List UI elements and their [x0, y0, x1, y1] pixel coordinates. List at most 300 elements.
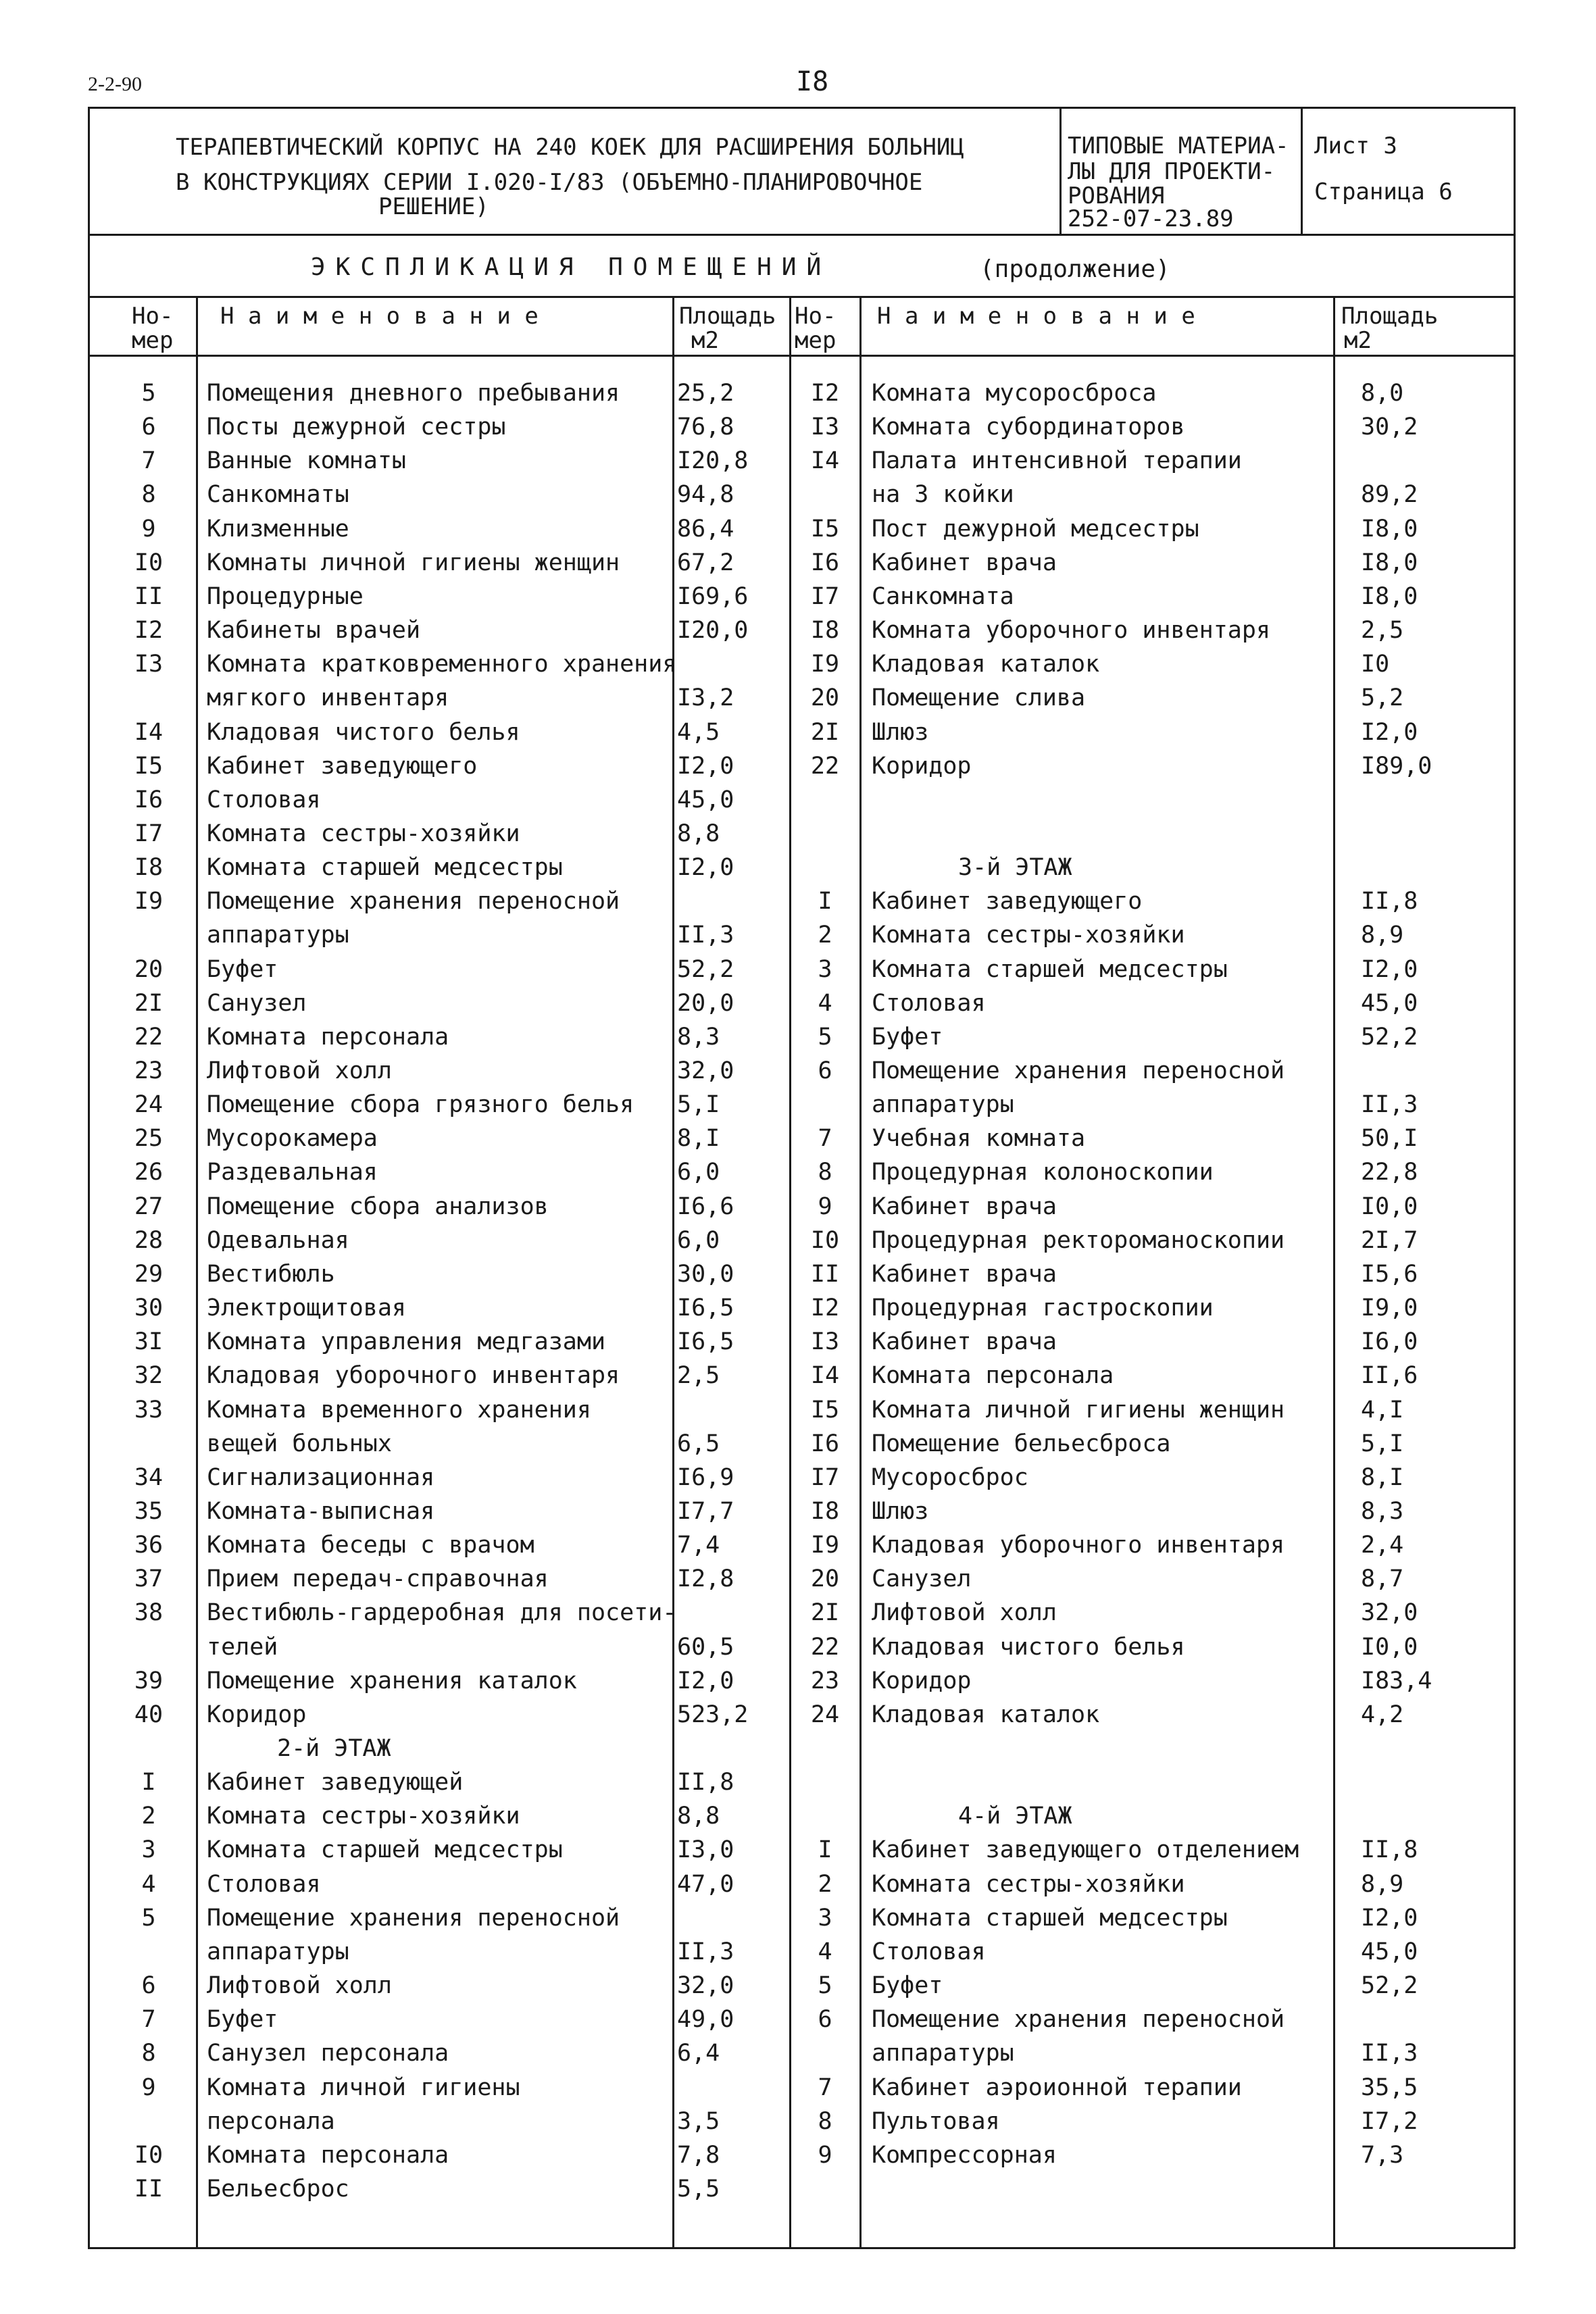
room-area: 22,8: [1361, 1159, 1418, 1186]
title-line-2: В КОНСТРУКЦИЯХ СЕРИИ I.020-I/83 (ОБЪЕМНО-ПЛАНИРОВОЧНОЕ: [176, 169, 923, 196]
floor-heading: 3-й ЭТАЖ: [958, 854, 1072, 881]
room-area: II,3: [1361, 2040, 1418, 2067]
room-number: 5: [818, 1972, 832, 1999]
room-number: 2: [141, 1803, 156, 1830]
header-area-line-2: м2: [1344, 327, 1372, 354]
room-area: II,8: [677, 1769, 734, 1796]
room-area: 32,0: [1361, 1599, 1418, 1626]
room-number: 7: [141, 447, 156, 474]
room-area: I7,7: [677, 1498, 734, 1525]
room-number: I0: [134, 2142, 164, 2169]
room-area: I2,0: [677, 753, 734, 780]
room-area: 5,I: [677, 1091, 720, 1118]
room-name: Комната управления медгазами: [207, 1328, 606, 1355]
room-number: I5: [134, 753, 164, 780]
room-area: I5,6: [1361, 1261, 1418, 1288]
room-number: 9: [818, 1193, 832, 1220]
room-number: 28: [134, 1227, 164, 1254]
room-name: Кладовая чистого белья: [207, 719, 520, 746]
room-area: 6,5: [677, 1430, 720, 1457]
room-area: 94,8: [677, 481, 734, 508]
room-name: Комната временного хранения: [207, 1397, 591, 1424]
room-name: Комната личной гигиены женщин: [872, 1397, 1285, 1424]
room-area: 20,0: [677, 990, 734, 1017]
header-area-line-1: Площадь: [1341, 303, 1439, 330]
room-area: 7,8: [677, 2142, 720, 2169]
room-number: I9: [810, 1532, 840, 1559]
room-number: I: [818, 1836, 832, 1863]
room-area: I9,0: [1361, 1294, 1418, 1322]
room-number: 3I: [134, 1328, 164, 1355]
room-area: I2,0: [1361, 956, 1418, 983]
room-area: 45,0: [677, 786, 734, 813]
room-area: I0: [1361, 651, 1390, 678]
room-number: I0: [134, 549, 164, 576]
room-area: 49,0: [677, 2006, 734, 2033]
room-area: II,8: [1361, 888, 1418, 915]
room-name: Комната персонала: [207, 1024, 449, 1051]
room-name: Процедурная колоноскопии: [872, 1159, 1214, 1186]
series-line-2: ЛЫ ДЛЯ ПРОЕКТИ-: [1068, 158, 1276, 185]
room-name: Буфет: [872, 1972, 943, 1999]
room-name: Кабинет врача: [872, 1328, 1057, 1355]
room-number: I: [818, 888, 832, 915]
room-area: 7,4: [677, 1532, 720, 1559]
room-area: II,3: [1361, 1091, 1418, 1118]
room-area: 52,2: [1361, 1972, 1418, 1999]
room-number: 2I: [134, 990, 164, 1017]
room-name: Посты дежурной сестры: [207, 413, 506, 441]
room-number: 27: [134, 1193, 164, 1220]
room-number: I7: [810, 583, 840, 610]
room-area: II,6: [1361, 1362, 1418, 1389]
room-area: 7,3: [1361, 2142, 1404, 2169]
room-number: 2: [818, 1871, 832, 1898]
room-area: 6,0: [677, 1159, 720, 1186]
room-number: 2: [818, 922, 832, 949]
room-number: 24: [810, 1701, 840, 1728]
room-number: 3: [818, 1905, 832, 1932]
room-number: 37: [134, 1565, 164, 1592]
room-name: Комната-выписная: [207, 1498, 435, 1525]
room-name: Вестибюль: [207, 1261, 335, 1288]
room-area: I6,5: [677, 1328, 734, 1355]
room-name: Кладовая каталок: [872, 1701, 1100, 1728]
room-number: I5: [810, 1397, 840, 1424]
room-area: I2,0: [677, 854, 734, 881]
room-name: аппаратуры: [207, 922, 349, 949]
room-name: Комната персонала: [872, 1362, 1114, 1389]
room-name: Шлюз: [872, 1498, 929, 1525]
room-name: мягкого инвентаря: [207, 684, 449, 711]
room-area: 47,0: [677, 1871, 734, 1898]
header-number-line-1: Но-: [132, 303, 174, 330]
room-name: Санузел: [207, 990, 307, 1017]
room-name: Комната кратковременного хранения: [207, 651, 677, 678]
room-name: Помещение сбора грязного белья: [207, 1091, 634, 1118]
room-area: 5,I: [1361, 1430, 1404, 1457]
title-line-3: РЕШЕНИЕ): [378, 193, 489, 220]
room-number: 7: [141, 2006, 156, 2033]
room-number: 23: [810, 1667, 840, 1694]
room-name: Комната сестры-хозяйки: [207, 1803, 520, 1830]
header-area-line-1: Площадь: [679, 303, 776, 330]
series-code: 252-07-23.89: [1068, 205, 1234, 232]
room-number: 26: [134, 1159, 164, 1186]
sheet-label: Лист 3: [1314, 132, 1397, 159]
header-area-right: [1341, 303, 1438, 354]
room-number: 2I: [810, 719, 840, 746]
room-number: 5: [141, 380, 156, 407]
room-area: 2,5: [1361, 617, 1404, 644]
room-number: 5: [818, 1024, 832, 1051]
room-name: телей: [207, 1634, 278, 1661]
room-area: 2,5: [677, 1362, 720, 1389]
room-number: I9: [810, 651, 840, 678]
room-name: Ванные комнаты: [207, 447, 407, 474]
header-number-line-1: Но-: [795, 303, 837, 330]
room-area: I2,0: [1361, 1905, 1418, 1932]
room-number: 8: [818, 2108, 832, 2135]
room-name: Вестибюль-гардеробная для посети-: [207, 1599, 677, 1626]
room-number: 24: [134, 1091, 164, 1118]
room-name: Бельесброс: [207, 2175, 349, 2203]
room-area: 2I,7: [1361, 1227, 1418, 1254]
room-area: I2,0: [677, 1667, 734, 1694]
room-name: Комната личной гигиены: [207, 2074, 520, 2101]
room-number: 4: [818, 990, 832, 1017]
room-number: I4: [810, 447, 840, 474]
room-name: Кабинет врача: [872, 1261, 1057, 1288]
room-name: Раздевальная: [207, 1159, 378, 1186]
room-area: 45,0: [1361, 1938, 1418, 1965]
room-name: Процедурная гастроскопии: [872, 1294, 1214, 1322]
room-area: 86,4: [677, 515, 734, 543]
room-name: на 3 койки: [872, 481, 1014, 508]
room-area: 30,0: [677, 1261, 734, 1288]
room-number: I9: [134, 888, 164, 915]
room-name: Комната старшей медсестры: [207, 1836, 563, 1863]
room-name: Помещение хранения каталок: [207, 1667, 577, 1694]
room-name: Учебная комната: [872, 1125, 1086, 1152]
room-area: I69,6: [677, 583, 749, 610]
room-area: 8,3: [1361, 1498, 1404, 1525]
table-caption-note: (продолжение): [980, 255, 1170, 283]
room-area: 60,5: [677, 1634, 734, 1661]
room-area: 52,2: [1361, 1024, 1418, 1051]
room-number: I3: [134, 651, 164, 678]
room-area: 52,2: [677, 956, 734, 983]
room-name: Помещение хранения переносной: [872, 2006, 1285, 2033]
room-name: Буфет: [207, 956, 278, 983]
header-number-right: [795, 303, 836, 354]
room-area: I8,0: [1361, 515, 1418, 543]
room-name: Помещение бельесброса: [872, 1430, 1171, 1457]
room-name: Пультовая: [872, 2108, 1000, 2135]
room-name: Комната старшей медсестры: [872, 956, 1228, 983]
room-name: Процедурные: [207, 583, 364, 610]
room-name: Кладовая каталок: [872, 651, 1100, 678]
title-line-1: ТЕРАПЕВТИЧЕСКИЙ КОРПУС НА 240 КОЕК ДЛЯ РАСШИРЕНИЯ БОЛЬНИЦ: [176, 134, 964, 161]
room-number: 5: [141, 1905, 156, 1932]
room-area: I3,0: [677, 1836, 734, 1863]
room-area: 4,2: [1361, 1701, 1404, 1728]
room-number: 36: [134, 1532, 164, 1559]
room-name: Кабинет врача: [872, 549, 1057, 576]
header-number-left: [132, 303, 173, 354]
room-number: 9: [141, 515, 156, 543]
room-number: I4: [810, 1362, 840, 1389]
room-area: I6,5: [677, 1294, 734, 1322]
room-name: Санкомната: [872, 583, 1014, 610]
room-area: 4,5: [677, 719, 720, 746]
room-name: Клизменные: [207, 515, 349, 543]
room-area: I2,8: [677, 1565, 734, 1592]
header-name-left: Н а и м е н о в а н и е: [220, 303, 539, 330]
room-name: Столовая: [872, 990, 986, 1017]
room-name: Помещение хранения переносной: [207, 888, 620, 915]
room-area: I20,8: [677, 447, 749, 474]
room-number: 34: [134, 1464, 164, 1491]
room-area: I83,4: [1361, 1667, 1432, 1694]
room-name: Кладовая уборочного инвентаря: [872, 1532, 1285, 1559]
room-number: I2: [134, 617, 164, 644]
room-number: 20: [810, 1565, 840, 1592]
room-name: Шлюз: [872, 719, 929, 746]
series-line-3: РОВАНИЯ: [1068, 182, 1165, 209]
room-number: 8: [141, 481, 156, 508]
header-area-left: [679, 303, 776, 354]
room-number: 7: [818, 1125, 832, 1152]
room-area: 67,2: [677, 549, 734, 576]
room-number: I7: [134, 820, 164, 847]
room-name: Комната субординаторов: [872, 413, 1185, 441]
room-area: I3,2: [677, 684, 734, 711]
room-number: 38: [134, 1599, 164, 1626]
room-number: 22: [810, 1634, 840, 1661]
header-name-right: Н а и м е н о в а н и е: [877, 303, 1195, 330]
room-name: аппаратуры: [872, 1091, 1014, 1118]
room-name: Мусорокамера: [207, 1125, 378, 1152]
room-name: Санузел персонала: [207, 2040, 449, 2067]
room-area: I8,0: [1361, 583, 1418, 610]
room-name: Комната сестры-хозяйки: [872, 1871, 1185, 1898]
room-name: Комната сестры-хозяйки: [872, 922, 1185, 949]
room-area: 8,0: [1361, 380, 1404, 407]
room-name: Лифтовой холл: [207, 1057, 392, 1084]
room-number: I8: [134, 854, 164, 881]
table-caption: ЭКСПЛИКАЦИЯ ПОМЕЩЕНИЙ: [311, 253, 832, 281]
room-number: I: [141, 1769, 156, 1796]
room-name: Мусоросброс: [872, 1464, 1028, 1491]
floor-heading: 4-й ЭТАЖ: [958, 1803, 1072, 1830]
room-area: 5,2: [1361, 684, 1404, 711]
room-area: 8,I: [1361, 1464, 1404, 1491]
room-area: 8,I: [677, 1125, 720, 1152]
room-area: 50,I: [1361, 1125, 1418, 1152]
room-number: 4: [818, 1938, 832, 1965]
room-name: Коридор: [872, 753, 972, 780]
series-line-1: ТИПОВЫЕ МАТЕРИА-: [1068, 132, 1289, 159]
room-name: Буфет: [207, 2006, 278, 2033]
room-number: 6: [818, 2006, 832, 2033]
room-area: II,8: [1361, 1836, 1418, 1863]
room-number: 9: [141, 2074, 156, 2101]
room-area: 8,8: [677, 1803, 720, 1830]
room-name: Комната уборочного инвентаря: [872, 617, 1271, 644]
document-code: 2-2-90: [88, 73, 142, 95]
room-number: I7: [810, 1464, 840, 1491]
room-name: Комната сестры-хозяйки: [207, 820, 520, 847]
room-area: 76,8: [677, 413, 734, 441]
room-area: 5,5: [677, 2175, 720, 2203]
room-number: 25: [134, 1125, 164, 1152]
room-name: Кабинет заведующей: [207, 1769, 464, 1796]
room-number: 23: [134, 1057, 164, 1084]
room-name: Помещение хранения переносной: [872, 1057, 1285, 1084]
room-name: Столовая: [207, 1871, 321, 1898]
room-area: 523,2: [677, 1701, 749, 1728]
room-number: 30: [134, 1294, 164, 1322]
room-number: 40: [134, 1701, 164, 1728]
floor-heading: 2-й ЭТАЖ: [277, 1735, 391, 1762]
room-number: II: [134, 2175, 164, 2203]
room-number: 8: [818, 1159, 832, 1186]
room-name: Кабинет заведующего: [872, 888, 1143, 915]
room-area: I6,6: [677, 1193, 734, 1220]
room-number: 6: [141, 1972, 156, 1999]
room-name: Помещение хранения переносной: [207, 1905, 620, 1932]
room-name: Кабинет заведующего: [207, 753, 478, 780]
page-label: Страница 6: [1314, 178, 1453, 205]
room-number: I5: [810, 515, 840, 543]
room-number: 4: [141, 1871, 156, 1898]
room-name: Столовая: [872, 1938, 986, 1965]
room-area: I89,0: [1361, 753, 1432, 780]
room-area: 8,9: [1361, 922, 1404, 949]
room-number: II: [810, 1261, 840, 1288]
room-area: 45,0: [1361, 990, 1418, 1017]
room-name: Кладовая уборочного инвентаря: [207, 1362, 620, 1389]
room-area: I20,0: [677, 617, 749, 644]
room-area: II,3: [677, 1938, 734, 1965]
room-name: Палата интенсивной терапии: [872, 447, 1242, 474]
room-area: I2,0: [1361, 719, 1418, 746]
room-name: Коридор: [207, 1701, 307, 1728]
room-area: 2,4: [1361, 1532, 1404, 1559]
room-number: I0: [810, 1227, 840, 1254]
room-number: 2I: [810, 1599, 840, 1626]
room-name: Санкомнаты: [207, 481, 349, 508]
room-name: Пост дежурной медсестры: [872, 515, 1199, 543]
room-name: Процедурная ректороманоскопии: [872, 1227, 1285, 1254]
room-name: Санузел: [872, 1565, 972, 1592]
header-number-line-2: мер: [132, 327, 174, 354]
room-number: 20: [134, 956, 164, 983]
header-number-line-2: мер: [795, 327, 837, 354]
room-name: Комнаты личной гигиены женщин: [207, 549, 620, 576]
room-area: I8,0: [1361, 549, 1418, 576]
room-area: 4,I: [1361, 1397, 1404, 1424]
room-area: I7,2: [1361, 2108, 1418, 2135]
room-number: 3: [141, 1836, 156, 1863]
room-number: 9: [818, 2142, 832, 2169]
room-area: 32,0: [677, 1972, 734, 1999]
room-number: 35: [134, 1498, 164, 1525]
room-number: 32: [134, 1362, 164, 1389]
header-area-line-2: м2: [691, 327, 719, 354]
page-number: I8: [796, 66, 829, 97]
room-number: 22: [134, 1024, 164, 1051]
room-name: Помещения дневного пребывания: [207, 380, 620, 407]
room-name: Прием передач-справочная: [207, 1565, 549, 1592]
room-name: Комната беседы с врачом: [207, 1532, 534, 1559]
room-number: I6: [810, 1430, 840, 1457]
room-name: Комната старшей медсестры: [207, 854, 563, 881]
room-name: аппаратуры: [207, 1938, 349, 1965]
room-area: I6,9: [677, 1464, 734, 1491]
room-area: 8,7: [1361, 1565, 1404, 1592]
room-area: 6,0: [677, 1227, 720, 1254]
room-area: 8,9: [1361, 1871, 1404, 1898]
room-number: 39: [134, 1667, 164, 1694]
room-name: Комната мусоросброса: [872, 380, 1157, 407]
room-name: Кабинеты врачей: [207, 617, 421, 644]
room-name: персонала: [207, 2108, 335, 2135]
room-area: 32,0: [677, 1057, 734, 1084]
room-number: I2: [810, 1294, 840, 1322]
room-name: Сигнализационная: [207, 1464, 435, 1491]
room-name: Кладовая чистого белья: [872, 1634, 1185, 1661]
room-area: I0,0: [1361, 1193, 1418, 1220]
room-number: I3: [810, 1328, 840, 1355]
room-number: I8: [810, 1498, 840, 1525]
room-number: 3: [818, 956, 832, 983]
room-name: Кабинет врача: [872, 1193, 1057, 1220]
room-name: Кабинет аэроионной терапии: [872, 2074, 1242, 2101]
room-number: 20: [810, 684, 840, 711]
room-name: Одевальная: [207, 1227, 349, 1254]
room-name: Компрессорная: [872, 2142, 1057, 2169]
room-name: Комната старшей медсестры: [872, 1905, 1228, 1932]
room-area: II,3: [677, 922, 734, 949]
room-area: 8,8: [677, 820, 720, 847]
room-name: Буфет: [872, 1024, 943, 1051]
room-name: Комната персонала: [207, 2142, 449, 2169]
room-area: 25,2: [677, 380, 734, 407]
room-number: 8: [141, 2040, 156, 2067]
room-area: 6,4: [677, 2040, 720, 2067]
room-number: 6: [818, 1057, 832, 1084]
room-name: Лифтовой холл: [207, 1972, 392, 1999]
room-name: Столовая: [207, 786, 321, 813]
room-name: Кабинет заведующего отделением: [872, 1836, 1299, 1863]
room-number: 7: [818, 2074, 832, 2101]
room-area: I0,0: [1361, 1634, 1418, 1661]
room-area: 3,5: [677, 2108, 720, 2135]
room-number: I6: [810, 549, 840, 576]
room-number: II: [134, 583, 164, 610]
room-name: вещей больных: [207, 1430, 392, 1457]
room-name: Помещение сбора анализов: [207, 1193, 549, 1220]
room-area: 35,5: [1361, 2074, 1418, 2101]
room-name: Лифтовой холл: [872, 1599, 1057, 1626]
room-name: Коридор: [872, 1667, 972, 1694]
room-area: I6,0: [1361, 1328, 1418, 1355]
room-area: 30,2: [1361, 413, 1418, 441]
room-area: 8,3: [677, 1024, 720, 1051]
room-number: 6: [141, 413, 156, 441]
